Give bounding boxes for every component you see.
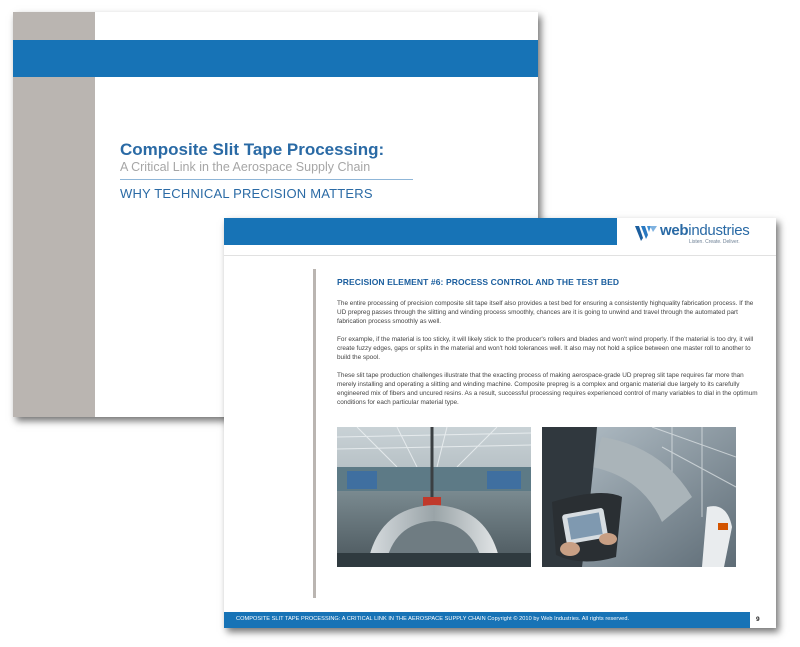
operator-controller-image bbox=[542, 427, 736, 567]
logo-wordmark bbox=[660, 222, 749, 239]
factory-hall-image bbox=[337, 427, 531, 567]
factory-hall-photo bbox=[337, 427, 531, 567]
content-vertical-rule bbox=[313, 269, 316, 598]
body-paragraph-2: For example, if the material is too sticky, it will likely stick to the producer's rollers and blades and won't wind properly. If the material is too dry, it will create fuzzy edges, gaps or splits in the material and won't hold tolerances well. It also may not hold a splice between one master roll to another to build the spool. bbox=[337, 336, 754, 361]
logo-slogan: Listen. Create. Deliver. bbox=[689, 239, 740, 245]
logo-wordmark-bold: web bbox=[660, 222, 689, 239]
logo-wordmark-rest: industries bbox=[688, 222, 750, 239]
inner-page bbox=[224, 218, 776, 628]
footer-text: COMPOSITE SLIT TAPE PROCESSING: A CRITICAL LINK IN THE AEROSPACE SUPPLY CHAIN Copyright © 2010 by Web Industries. All rights reserved. bbox=[236, 616, 630, 622]
cover-title: Composite Slit Tape Processing: bbox=[120, 140, 385, 159]
header-rule bbox=[224, 255, 776, 256]
operator-controller-photo bbox=[542, 427, 736, 567]
inner-header-band bbox=[224, 218, 617, 245]
cover-header-band bbox=[13, 40, 538, 77]
body-paragraph-1: The entire processing of precision composite slit tape itself also provides a test bed for ensuring a consistently highquality fabrication process. If the UD prepreg passes through the slitting and winding process smoothly, chances are it is going to unwind and travel through the automated part fabrication process smoothly as well. bbox=[337, 300, 754, 325]
page-number: 9 bbox=[756, 616, 760, 623]
web-industries-logo bbox=[635, 222, 775, 250]
section-heading: PRECISION ELEMENT #6: PROCESS CONTROL AND THE TEST BED bbox=[337, 277, 620, 287]
page-footer bbox=[224, 612, 750, 628]
cover-tagline: WHY TECHNICAL PRECISION MATTERS bbox=[120, 186, 373, 201]
body-paragraph-3: These slit tape production challenges illustrate that the exacting process of making aerospace-grade UD prepreg slit tape requires far more than merely installing and operating a slitting and winding machine. Composite prepreg is a complex and organic material due largely to its carefully engineered mix of fibers and uncured resins. As a result, successful processing requires experienced control of many variables to dial in the optimum conditions for each particular material type. bbox=[337, 372, 758, 406]
cover-divider bbox=[120, 179, 413, 180]
cover-subtitle: A Critical Link in the Aerospace Supply Chain bbox=[120, 160, 371, 174]
web-industries-logo-icon bbox=[635, 224, 657, 242]
